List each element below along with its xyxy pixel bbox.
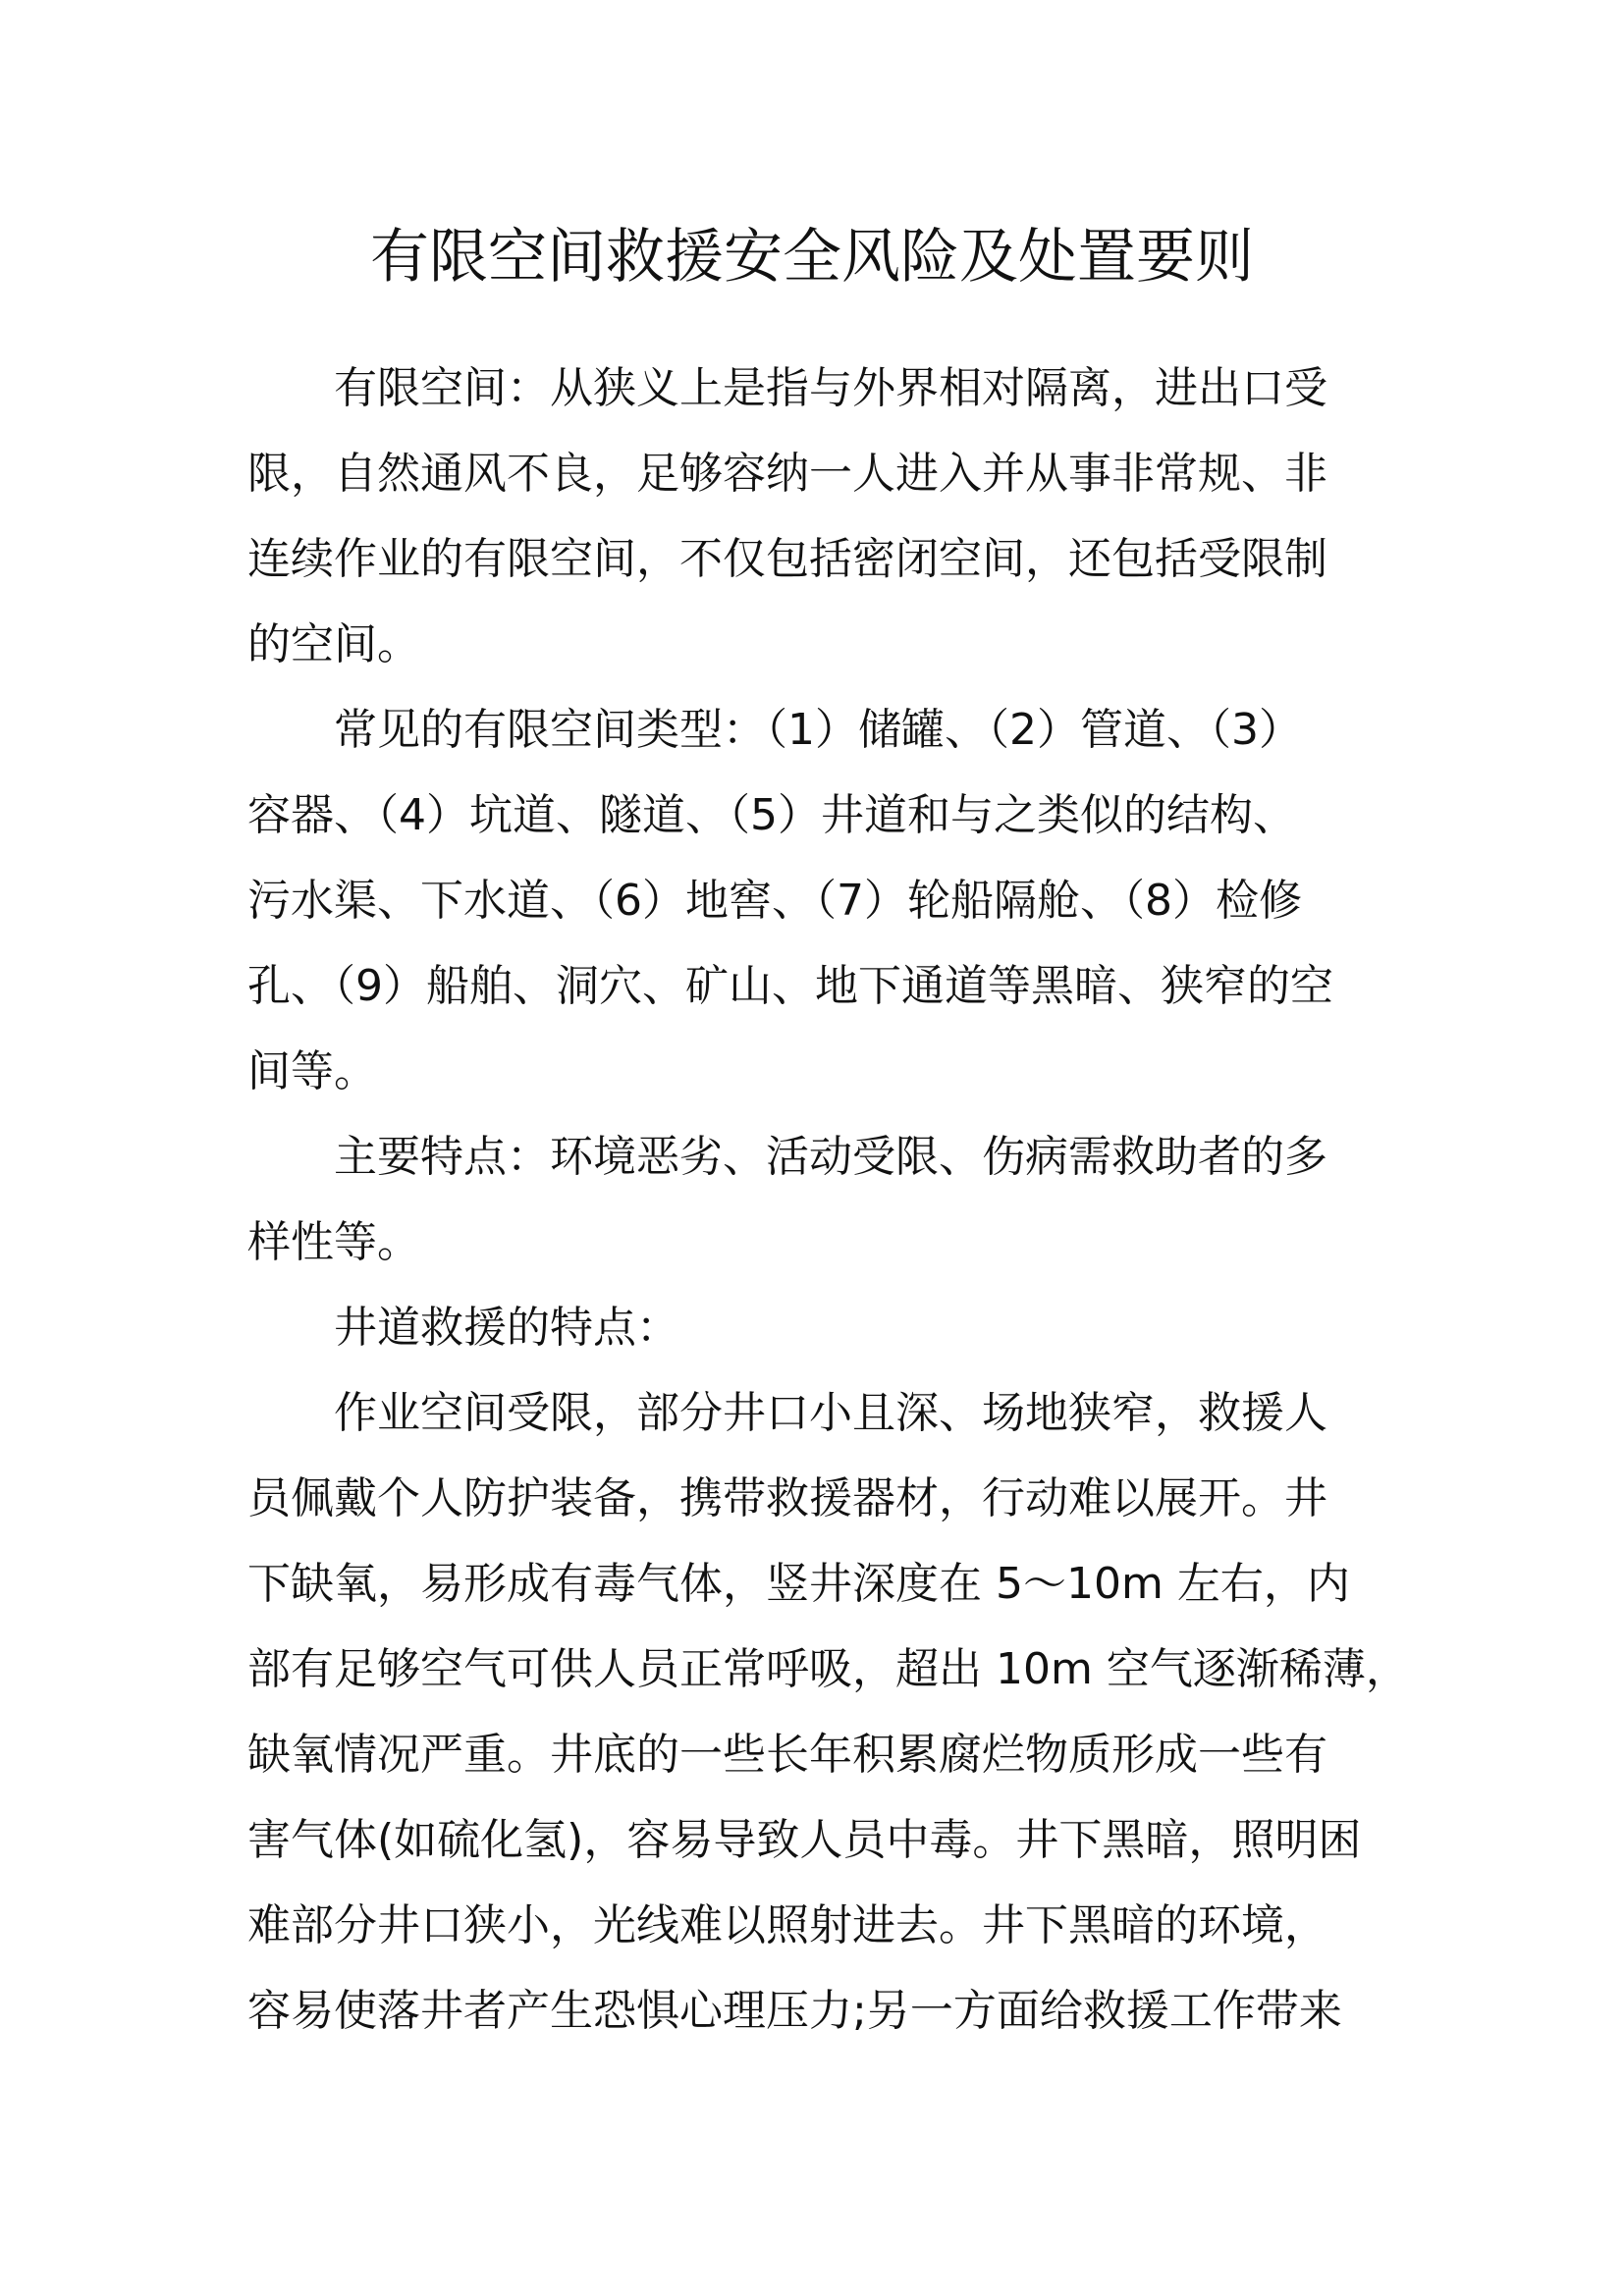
document-title: 有限空间救援安全风险及处置要则 (370, 223, 1254, 292)
paragraph-line: 常见的有限空间类型：（1）储罐、（2）管道、（3） (334, 705, 1302, 755)
paragraph-line: 容易使落井者产生恐惧心理压力;另一方面给救援工作带来 (247, 1986, 1342, 2036)
paragraph-line: 部有足够空气可供人员正常呼吸，超出 10m 空气逐渐稀薄， (247, 1644, 1409, 1694)
paragraph-line: 作业空间受限，部分井口小且深、场地狭窄，救援人 (334, 1388, 1327, 1438)
paragraph-line: 井道救援的特点： (334, 1303, 679, 1353)
paragraph-line: 连续作业的有限空间，不仅包括密闭空间，还包括受限制 (247, 534, 1327, 584)
paragraph-line: 容器、（4）坑道、隧道、（5）井道和与之类似的结构、 (247, 790, 1296, 840)
paragraph-line: 限，自然通风不良，足够容纳一人进入并从事非常规、非 (247, 449, 1327, 499)
paragraph-line: 污水渠、下水道、（6）地窖、（7）轮船隔舱、（8）检修 (247, 876, 1302, 926)
paragraph-line: 有限空间：从狭义上是指与外界相对隔离，进出口受 (334, 363, 1327, 413)
paragraph-line: 孔、（9）船舶、洞穴、矿山、地下通道等黑暗、狭窄的空 (247, 961, 1333, 1011)
paragraph-line: 员佩戴个人防护装备，携带救援器材，行动难以展开。井 (247, 1473, 1327, 1523)
paragraph-line: 下缺氧，易形成有毒气体，竖井深度在 5～10m 左右，内 (247, 1559, 1350, 1609)
paragraph-line: 样性等。 (247, 1217, 420, 1267)
paragraph-line: 难部分井口狭小，光线难以照射进去。井下黑暗的环境， (247, 1900, 1327, 1950)
paragraph-line: 害气体(如硫化氢)，容易导致人员中毒。井下黑暗，照明困 (247, 1815, 1362, 1865)
paragraph-line: 的空间。 (247, 619, 420, 669)
paragraph-line: 缺氧情况严重。井底的一些长年积累腐烂物质形成一些有 (247, 1730, 1327, 1780)
document-body (247, 346, 1409, 2054)
paragraph-line: 主要特点：环境恶劣、活动受限、伤病需救助者的多 (334, 1132, 1327, 1182)
paragraph-line: 间等。 (247, 1046, 377, 1096)
